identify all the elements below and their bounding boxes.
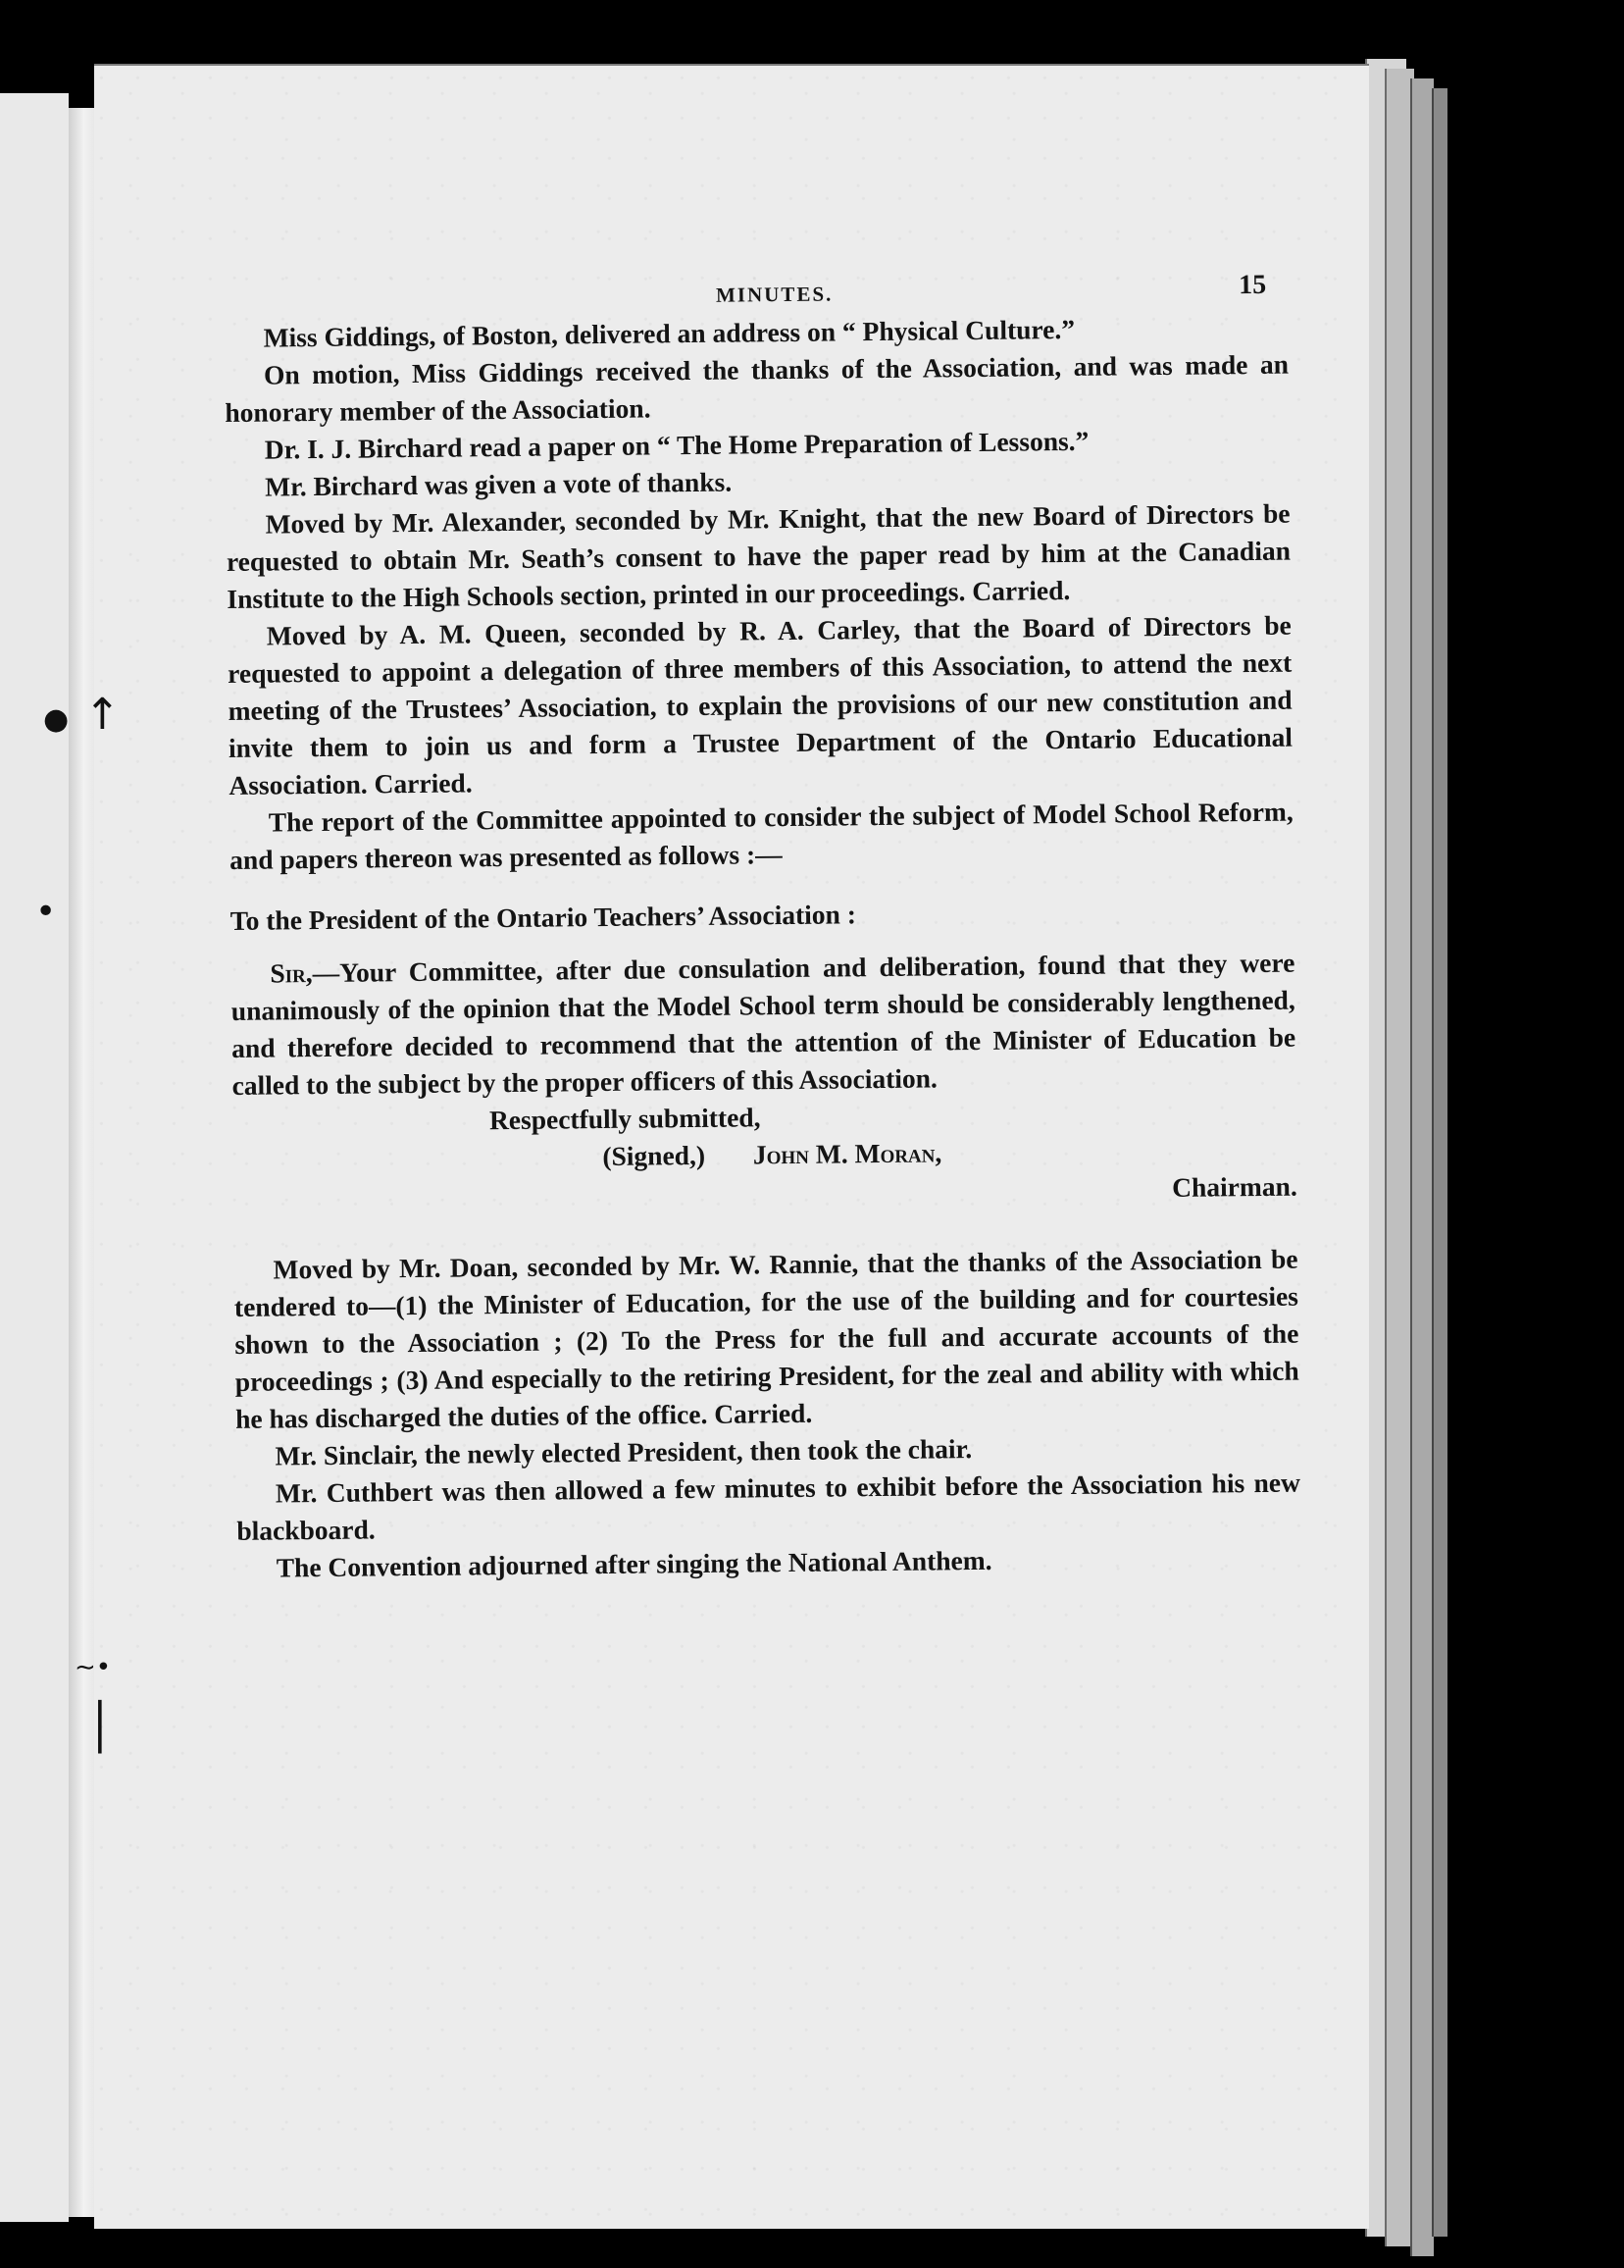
ink-blot: ● [43,702,70,737]
paragraph: Miss Giddings, of Boston, delivered an address on “ Physical Culture.” [263,313,1076,353]
signed-label: (Signed,) [602,1139,706,1172]
page-stack-edge [1432,88,1447,2237]
ink-blot: ↑ [84,690,121,740]
signatory-role: Chairman. [1171,1170,1297,1203]
page-text [224,270,1301,1587]
ink-blot: ∼• [75,1653,112,1682]
previous-page-edge [0,93,69,2222]
paragraph: The report of the Committee appointed to consider the subject of Model School Reform, and papers thereon was presented as follows :— [229,796,1294,875]
report-salutation: Sir, [270,957,313,989]
ink-blot: • [35,892,57,932]
page-number: 15 [1238,269,1267,301]
ink-blot: │ [86,1700,114,1753]
paragraph: On motion, Miss Giddings received the thanks of the Association, and was made an honorary member of the Association. [225,348,1290,428]
paragraph: Mr. Birchard was given a vote of thanks. [265,466,733,502]
paragraph: Moved by Mr. Doan, seconded by Mr. W. Rannie, that the thanks of the Association be tendered to—(1) the Minister of Education, for the use of the building and for courtesies shown to the Association ; (2) To the Press for the full and accurate accounts of the proceedings ; (3) And especially to the retiring President, for the zeal and ability with which he has discharged the duties of the office. Carried. [233,1243,1299,1434]
book-gutter [69,108,94,2217]
paragraph: Moved by Mr. Alexander, seconded by Mr. Knight, that the new Board of Directors be requested to obtain Mr. Seath’s consent to have the paper read by him at the Canadian Institute to the High Schools section, printed in our proceedings. Carried. [226,497,1292,614]
paragraph: Mr. Cuthbert was then allowed a few minutes to exhibit before the Association his new blackboard. [236,1467,1301,1546]
report-body-text: —Your Committee, after due consulation and deliberation, found that they were unanimously of the opinion that the Model School term should be considerably lengthened, and therefore decided to recommend that the attention of the Minister of Education be called to the subject by the proper officers of this Association. [230,947,1296,1101]
paragraph: Mr. Sinclair, the newly elected President, then took the chair. [275,1433,973,1471]
running-title: MINUTES. [715,282,834,307]
report-closing: Respectfully submitted, [488,1102,761,1136]
report-body [230,945,1296,1105]
paragraph: Dr. I. J. Birchard read a paper on “ The Home Preparation of Lessons.” [264,425,1090,465]
paragraph: Moved by A. M. Queen, seconded by R. A. Carley, that the Board of Directors be requested to appoint a delegation of three members of this Association, to attend the next meeting of the Trustees’ Association, to explain the provisions of our new constitution and invite them to join us and form a Trustee Department of the Ontario Educational Association. Carried. [228,609,1294,800]
signatory-name: John M. Moran, [752,1137,942,1170]
paragraph: The Convention adjourned after singing the National Anthem. [276,1544,992,1583]
page-stack-edge [1410,78,1434,2256]
report-address: To the President of the Ontario Teachers’ Association : [229,899,857,936]
